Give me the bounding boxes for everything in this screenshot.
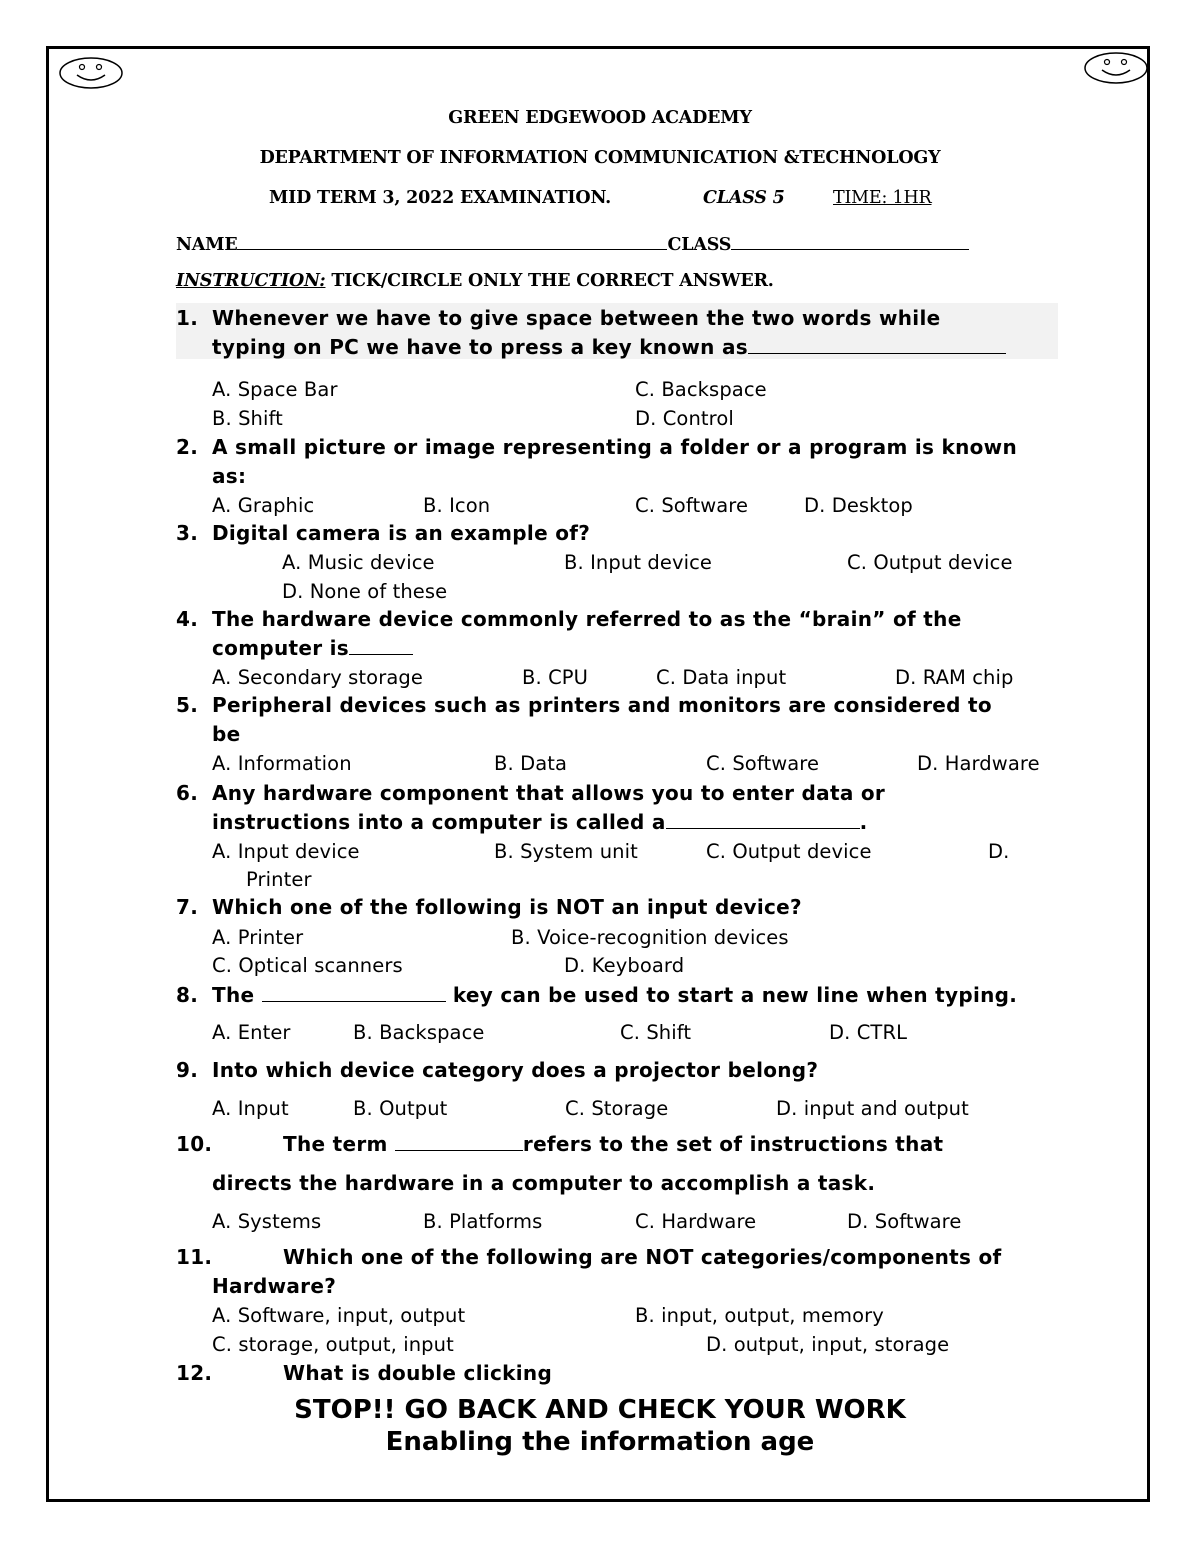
option[interactable]: Printer <box>246 868 312 891</box>
option[interactable]: A. Music device <box>282 551 435 574</box>
question-8: 8. The key can be used to start a new line when typing. <box>176 983 1018 1007</box>
class-level: CLASS 5 <box>703 188 785 208</box>
option[interactable]: A. Graphic <box>212 494 315 517</box>
option[interactable]: C. Data input <box>656 666 787 689</box>
answer-blank[interactable] <box>666 810 860 829</box>
option[interactable]: C. Output device <box>847 551 1013 574</box>
option[interactable]: A. Input device <box>212 840 360 863</box>
department-title: DEPARTMENT OF INFORMATION COMMUNICATION &TECHNOLOGY <box>259 148 941 168</box>
option[interactable]: C. Output device <box>706 840 872 863</box>
option[interactable]: C. Backspace <box>635 378 767 401</box>
smiley-face-icon <box>58 55 124 91</box>
option[interactable]: B. Icon <box>423 494 491 517</box>
option[interactable]: A. Enter <box>212 1021 291 1044</box>
option[interactable]: A. Software, input, output <box>212 1304 466 1327</box>
question-11: 11. Which one of the following are NOT categories/components of Hardware? <box>176 1245 1002 1298</box>
instruction-text: TICK/CIRCLE ONLY THE CORRECT ANSWER. <box>325 271 774 291</box>
question-10: 10. The term refers to the set of instructions that <box>176 1132 944 1156</box>
option[interactable]: D. Software <box>847 1210 962 1233</box>
time-allowed: TIME: 1HR <box>833 188 932 208</box>
option[interactable]: B. Output <box>353 1097 448 1120</box>
school-name: GREEN EDGEWOOD ACADEMY <box>448 108 752 128</box>
option[interactable]: D. output, input, storage <box>706 1333 950 1356</box>
option[interactable]: D. Control <box>635 407 734 430</box>
option[interactable]: D. <box>988 840 1010 863</box>
option[interactable]: B. Voice-recognition devices <box>511 926 789 949</box>
exam-title: MID TERM 3, 2022 EXAMINATION. <box>269 188 612 208</box>
option[interactable]: D. CTRL <box>829 1021 908 1044</box>
instruction-label: INSTRUCTION: <box>176 271 326 291</box>
option[interactable]: A. Systems <box>212 1210 322 1233</box>
question-7: 7. Which one of the following is NOT an input device? <box>176 895 802 919</box>
instruction <box>176 271 774 291</box>
smiley-face-icon <box>1083 50 1149 86</box>
question-9: 9. Into which device category does a projector belong? <box>176 1058 819 1082</box>
option[interactable]: B. Platforms <box>423 1210 543 1233</box>
option[interactable]: B. Backspace <box>353 1021 485 1044</box>
name-field[interactable] <box>176 231 969 255</box>
option[interactable]: B. input, output, memory <box>635 1304 884 1327</box>
option[interactable]: A. Secondary storage <box>212 666 423 689</box>
name-label: NAME <box>176 235 238 255</box>
class-field-label: CLASS <box>667 235 732 255</box>
option[interactable]: B. Input device <box>564 551 713 574</box>
question-4: 4. The hardware device commonly referred to as the “brain” of the computer is <box>176 607 962 660</box>
motto: Enabling the information age <box>385 1427 815 1457</box>
option[interactable]: D. None of these <box>282 580 448 603</box>
option[interactable]: D. Keyboard <box>564 954 685 977</box>
option[interactable]: A. Information <box>212 752 352 775</box>
question-10-continued: directs the hardware in a computer to accomplish a task. <box>212 1171 876 1195</box>
question-12: 12. What is double clicking <box>176 1361 553 1385</box>
option[interactable]: D. Hardware <box>917 752 1040 775</box>
name-blank[interactable] <box>237 231 667 250</box>
class-blank[interactable] <box>731 231 969 250</box>
question-6: 6. Any hardware component that allows you to enter data or instructions into a computer is called a . <box>176 781 886 834</box>
option[interactable]: A. Space Bar <box>212 378 338 401</box>
answer-blank[interactable] <box>748 335 1006 354</box>
option[interactable]: D. RAM chip <box>895 666 1014 689</box>
question-3: 3. Digital camera is an example of? <box>176 521 591 545</box>
answer-blank[interactable] <box>395 1132 523 1151</box>
stop-check-notice: STOP!! GO BACK AND CHECK YOUR WORK <box>294 1395 906 1425</box>
option[interactable]: B. System unit <box>494 840 638 863</box>
option[interactable]: C. Storage <box>565 1097 669 1120</box>
option[interactable]: C. Hardware <box>635 1210 757 1233</box>
option[interactable]: D. input and output <box>776 1097 969 1120</box>
question-5: 5. Peripheral devices such as printers and monitors are considered to be <box>176 693 992 746</box>
option[interactable]: A. Input <box>212 1097 289 1120</box>
option[interactable]: B. Shift <box>212 407 283 430</box>
option[interactable]: C. Software <box>635 494 749 517</box>
option[interactable]: A. Printer <box>212 926 304 949</box>
option[interactable]: C. storage, output, input <box>212 1333 454 1356</box>
answer-blank[interactable] <box>262 983 446 1002</box>
option[interactable]: B. Data <box>494 752 568 775</box>
option[interactable]: B. CPU <box>522 666 589 689</box>
option[interactable]: C. Shift <box>620 1021 692 1044</box>
question-1: 1. Whenever we have to give space between the two words while typing on PC we have to press a key known as <box>176 304 1066 362</box>
option[interactable]: C. Optical scanners <box>212 954 403 977</box>
question-2: 2. A small picture or image representing a folder or a program is known as: <box>176 435 1017 488</box>
answer-blank[interactable] <box>349 636 413 655</box>
option[interactable]: C. Software <box>706 752 820 775</box>
option[interactable]: D. Desktop <box>804 494 913 517</box>
